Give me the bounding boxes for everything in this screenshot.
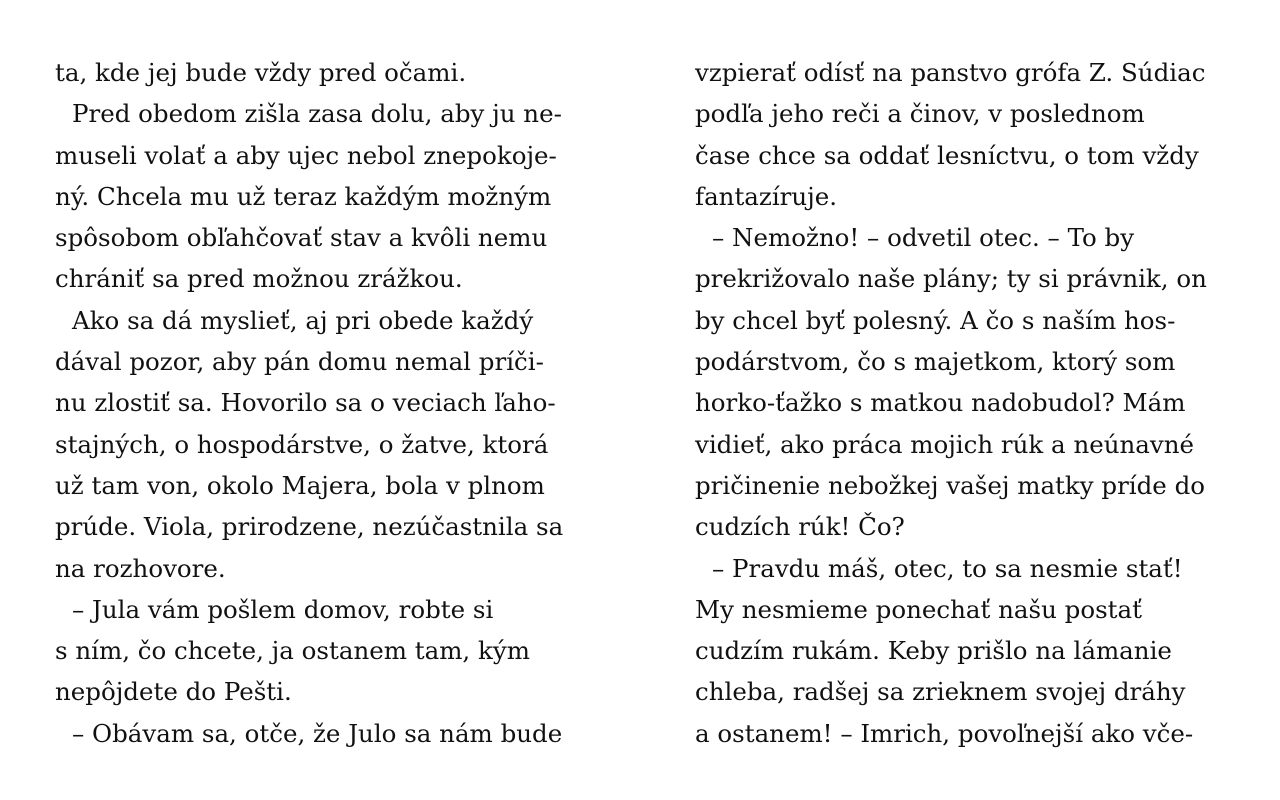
text-line: – Nemožno! – odvetil otec. – To by [712,223,1135,253]
text-line: ta, kde jej bude vždy pred očami. [55,58,467,87]
text-line: cudzím rukám. Keby prišlo na lámanie [695,636,1172,666]
text-line: – Pravdu máš, otec, to sa nesmie stať! [712,553,1183,583]
text-line: vzpierať odísť na panstvo grófa Z. Súdiac [695,58,1206,87]
text-line: horko-ťažko s matkou nadobudol? Mám [695,388,1186,418]
text-line: prekrižovalo naše plány; ty si právnik, on [695,264,1207,294]
text-line: fantazíruje. [695,181,838,211]
text-line: prúde. Viola, prirodzene, nezúčastnila sa [55,512,564,542]
text-line: stajných, o hospodárstve, o žatve, ktorá [55,429,549,459]
text-line: už tam von, okolo Majera, bola v plnom [55,470,545,500]
text-line: Pred obedom zišla zasa dolu, aby ju ne- [72,99,562,129]
text-line: vidieť, ako práca mojich rúk a neúnavné [695,429,1195,459]
text-line: My nesmieme ponechať našu postať [695,594,1142,624]
text-line: s ním, čo chcete, ja ostanem tam, kým [55,636,530,666]
right-page-text [695,52,1235,754]
text-line: chleba, radšej sa zrieknem svojej dráhy [695,677,1186,707]
text-line: čase chce sa oddať lesníctvu, o tom vždy [695,140,1199,170]
text-line: ný. Chcela mu už teraz každým možným [55,181,552,211]
text-line: spôsobom obľahčovať stav a kvôli nemu [55,223,548,253]
text-line: – Jula vám pošlem domov, robte si [72,594,494,624]
text-line: pričinenie nebožkej vašej matky príde do [695,470,1206,500]
text-line: a ostanem! – Imrich, povoľnejší ako vče- [695,718,1194,748]
text-line: museli volať a aby ujec nebol znepokoje- [55,140,557,170]
text-line: by chcel byť polesný. A čo s naším hos- [695,305,1176,335]
text-line: nepôjdete do Pešti. [55,677,292,707]
text-line: cudzích rúk! Čo? [695,512,905,542]
text-line: dával pozor, aby pán domu nemal príči- [55,347,544,377]
text-line: – Obávam sa, otče, že Julo sa nám bude [72,718,563,748]
text-line: nu zlostiť sa. Hovorilo sa o veciach ľaho- [55,388,556,418]
text-line: na rozhovore. [55,553,226,583]
text-line: chrániť sa pred možnou zrážkou. [55,264,463,294]
text-line: podľa jeho reči a činov, v poslednom [695,99,1145,129]
text-line: Ako sa dá myslieť, aj pri obede každý [72,305,534,335]
text-line: podárstvom, čo s majetkom, ktorý som [695,347,1176,377]
left-page-text [55,52,595,754]
